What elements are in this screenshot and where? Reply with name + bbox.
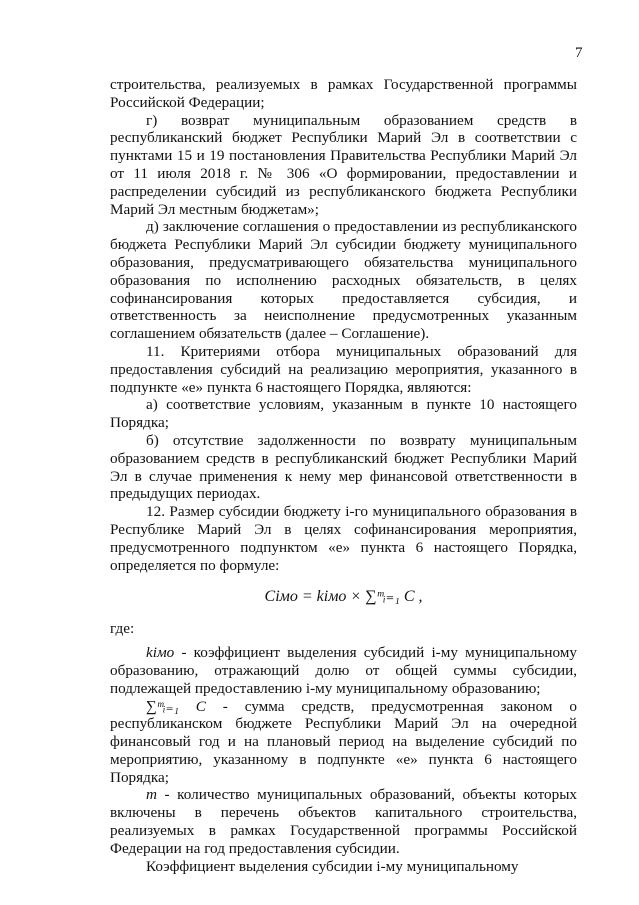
definition-text: - коэффициент выделения субсидий i-му муниципальному образованию, отражающий долю от общей суммы субсидии, подлежащей предоставлению i-му муниципальному образованию; <box>110 644 577 697</box>
paragraph: г) возврат муниципальным образованием средств в республиканский бюджет Республики Марий Эл в соответствии с пунктами 15 и 19 постановления Правительства Республики Марий Эл от 11 июля 2018 г. № 306 «О формировании, предоставлении и распределении субсидий из республиканского бюджета Республики Марий Эл местным бюджетам»; <box>110 111 577 218</box>
paragraph: а) соответствие условиям, указанным в пункте 10 настоящего Порядка; <box>110 396 577 432</box>
paragraph-last: Коэффициент выделения субсидии i-му муниципальному <box>146 857 519 875</box>
paragraph: д) заключение соглашения о предоставлении из республиканского бюджета Республики Марий Эл субсидии бюджету муниципального образования, предусматривающего обязательства муниципального образования по исполнению расходных обязательств, в целях софинансирования которых предоставляется субсидия, и ответственность за неисполнение предусмотренных указанным соглашением обязательств (далее – Соглашение). <box>110 218 577 343</box>
definition-text: - сумма средств, предусмотренная законом о республиканском бюджете Республики Марий Эл на очередной финансовый год и на плановый период на выделение субсидий по мероприятию, указанному в подпункте «е» пункта 6 настоящего Порядка; <box>110 697 577 786</box>
document-body <box>110 76 577 875</box>
definition-text: - количество муниципальных образований, объекты которых включены в перечень объектов капитального строительства, реализуемых в рамках Государственной программы Российской Федерации на год предоставления субсидии. <box>110 786 577 857</box>
paragraph: строительства, реализуемых в рамках Государственной программы Российской Федерации; <box>110 76 577 111</box>
paragraph: 11. Критериями отбора муниципальных образований для предоставления субсидий на реализацию мероприятия, указанного в подпункте «е» пункта 6 настоящего Порядка, являются: <box>110 342 577 396</box>
definition-symbol: kiмо <box>146 644 175 662</box>
where-label: где: <box>110 620 135 638</box>
page-number: 7 <box>575 45 583 61</box>
definition-symbol: m <box>146 786 157 804</box>
definition-k <box>110 644 577 697</box>
definition-sum <box>110 698 577 787</box>
paragraph: б) отсутствие задолженности по возврату муниципальным образованием средств в республиканский бюджет Республики Марий Эл в случае применения к нему мер финансовой ответственности в предыдущих периодах. <box>110 431 577 503</box>
formula: Ciмо = kiмо × ∑ᵐᵢ₌₁ C , <box>264 588 423 606</box>
definition-symbol: ∑ᵐᵢ₌₁ C <box>146 697 206 715</box>
paragraph: 12. Размер субсидии бюджету i-го муниципального образования в Республике Марий Эл в целях софинансирования мероприятия, предусмотренного подпунктом «е» пункта 6 настоящего Порядка, определяется по формуле: <box>110 503 577 574</box>
definition-m <box>110 786 577 857</box>
